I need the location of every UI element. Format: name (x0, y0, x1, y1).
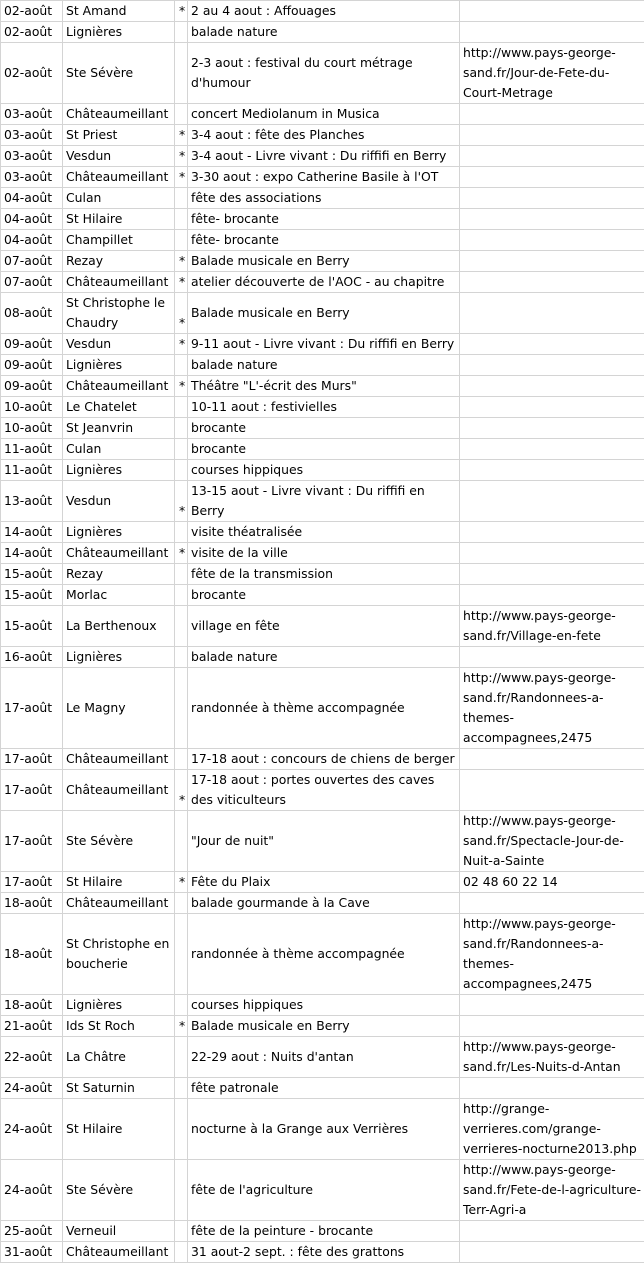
place-cell: St Jeanvrin (63, 418, 175, 439)
date-cell: 03-août (1, 146, 63, 167)
place-cell: St Hilaire (63, 872, 175, 893)
link-cell (460, 167, 644, 188)
place-cell: Châteaumeillant (63, 770, 175, 811)
date-cell: 04-août (1, 188, 63, 209)
event-cell: 17-18 aout : concours de chiens de berger (188, 749, 460, 770)
link-cell (460, 209, 644, 230)
star-cell (175, 995, 188, 1016)
table-row (1, 125, 644, 146)
star-cell (175, 1221, 188, 1242)
event-cell: 9-11 aout - Livre vivant : Du riffifi en Berry (188, 334, 460, 355)
table-row (1, 522, 644, 543)
link-cell (460, 893, 644, 914)
link-cell (460, 146, 644, 167)
place-cell: Châteaumeillant (63, 104, 175, 125)
place-cell: Châteaumeillant (63, 543, 175, 564)
link-cell (460, 251, 644, 272)
event-cell: Théâtre "L'-écrit des Murs" (188, 376, 460, 397)
place-cell: Le Magny (63, 668, 175, 749)
event-cell: nocturne à la Grange aux Verrières (188, 1099, 460, 1160)
place-cell: La Berthenoux (63, 606, 175, 647)
table-row (1, 1242, 644, 1263)
date-cell: 08-août (1, 293, 63, 334)
event-cell: brocante (188, 418, 460, 439)
table-row (1, 209, 644, 230)
date-cell: 07-août (1, 272, 63, 293)
place-cell: Vesdun (63, 146, 175, 167)
place-cell: Culan (63, 188, 175, 209)
table-row (1, 418, 644, 439)
date-cell: 15-août (1, 606, 63, 647)
star-cell: * (175, 125, 188, 146)
table-row (1, 606, 644, 647)
table-row (1, 188, 644, 209)
event-cell: fête- brocante (188, 209, 460, 230)
star-cell (175, 355, 188, 376)
place-cell: Châteaumeillant (63, 272, 175, 293)
events-table-body (1, 1, 644, 1263)
date-cell: 24-août (1, 1099, 63, 1160)
table-row (1, 376, 644, 397)
star-cell: * (175, 251, 188, 272)
event-cell: 2 au 4 aout : Affouages (188, 1, 460, 22)
star-cell (175, 668, 188, 749)
date-cell: 03-août (1, 104, 63, 125)
table-row (1, 893, 644, 914)
link-cell (460, 188, 644, 209)
date-cell: 03-août (1, 125, 63, 146)
date-cell: 02-août (1, 1, 63, 22)
link-cell (460, 22, 644, 43)
place-cell: Ste Sévère (63, 43, 175, 104)
place-cell: Verneuil (63, 1221, 175, 1242)
event-cell: randonnée à thème accompagnée (188, 668, 460, 749)
place-cell: Lignières (63, 460, 175, 481)
date-cell: 15-août (1, 585, 63, 606)
table-row (1, 293, 644, 334)
date-cell: 04-août (1, 209, 63, 230)
table-row (1, 1078, 644, 1099)
link-cell (460, 355, 644, 376)
table-row (1, 460, 644, 481)
date-cell: 22-août (1, 1037, 63, 1078)
link-cell (460, 1078, 644, 1099)
date-cell: 13-août (1, 481, 63, 522)
event-cell: balade nature (188, 355, 460, 376)
event-cell: 13-15 aout - Livre vivant : Du riffifi en Berry (188, 481, 460, 522)
link-cell (460, 293, 644, 334)
event-cell: atelier découverte de l'AOC - au chapitre (188, 272, 460, 293)
place-cell: Châteaumeillant (63, 376, 175, 397)
link-cell (460, 481, 644, 522)
table-row (1, 564, 644, 585)
place-cell: Culan (63, 439, 175, 460)
date-cell: 18-août (1, 914, 63, 995)
link-cell: http://grange-verrieres.com/grange-verrieres-nocturne2013.php (460, 1099, 644, 1160)
event-cell: concert Mediolanum in Musica (188, 104, 460, 125)
table-row (1, 811, 644, 872)
table-row (1, 914, 644, 995)
place-cell: Lignières (63, 522, 175, 543)
link-cell (460, 397, 644, 418)
date-cell: 24-août (1, 1160, 63, 1221)
star-cell: * (175, 167, 188, 188)
place-cell: Châteaumeillant (63, 167, 175, 188)
link-cell (460, 564, 644, 585)
link-cell: http://www.pays-george-sand.fr/Randonnees-a-themes-accompagnees,2475 (460, 668, 644, 749)
event-cell: fête de la transmission (188, 564, 460, 585)
link-cell (460, 376, 644, 397)
table-row (1, 995, 644, 1016)
place-cell: Lignières (63, 355, 175, 376)
date-cell: 17-août (1, 811, 63, 872)
table-row (1, 22, 644, 43)
link-cell (460, 1242, 644, 1263)
star-cell: * (175, 334, 188, 355)
date-cell: 10-août (1, 418, 63, 439)
date-cell: 17-août (1, 872, 63, 893)
date-cell: 16-août (1, 647, 63, 668)
place-cell: Châteaumeillant (63, 749, 175, 770)
star-cell: * (175, 1016, 188, 1037)
event-cell: brocante (188, 439, 460, 460)
place-cell: Champillet (63, 230, 175, 251)
place-cell: St Hilaire (63, 209, 175, 230)
date-cell: 25-août (1, 1221, 63, 1242)
event-cell: 3-4 aout - Livre vivant : Du riffifi en Berry (188, 146, 460, 167)
star-cell (175, 647, 188, 668)
star-cell: * (175, 293, 188, 334)
event-cell: randonnée à thème accompagnée (188, 914, 460, 995)
place-cell: St Christophe en boucherie (63, 914, 175, 995)
date-cell: 07-août (1, 251, 63, 272)
table-row (1, 1221, 644, 1242)
table-row (1, 1, 644, 22)
date-cell: 31-août (1, 1242, 63, 1263)
event-cell: 22-29 aout : Nuits d'antan (188, 1037, 460, 1078)
table-row (1, 585, 644, 606)
star-cell (175, 22, 188, 43)
link-cell: http://www.pays-george-sand.fr/Les-Nuits-d-Antan (460, 1037, 644, 1078)
event-cell: fête des associations (188, 188, 460, 209)
event-cell: visite théatralisée (188, 522, 460, 543)
table-row (1, 104, 644, 125)
event-cell: fête patronale (188, 1078, 460, 1099)
place-cell: St Priest (63, 125, 175, 146)
star-cell: * (175, 272, 188, 293)
date-cell: 15-août (1, 564, 63, 585)
link-cell (460, 460, 644, 481)
star-cell: * (175, 146, 188, 167)
table-row (1, 1099, 644, 1160)
event-cell: 2-3 aout : festival du court métrage d'humour (188, 43, 460, 104)
date-cell: 09-août (1, 334, 63, 355)
event-cell: 3-30 aout : expo Catherine Basile à l'OT (188, 167, 460, 188)
table-row (1, 272, 644, 293)
star-cell (175, 439, 188, 460)
date-cell: 02-août (1, 22, 63, 43)
place-cell: Le Chatelet (63, 397, 175, 418)
date-cell: 17-août (1, 749, 63, 770)
table-row (1, 167, 644, 188)
table-row (1, 146, 644, 167)
star-cell (175, 230, 188, 251)
date-cell: 11-août (1, 460, 63, 481)
star-cell (175, 418, 188, 439)
place-cell: Lignières (63, 22, 175, 43)
star-cell (175, 104, 188, 125)
place-cell: Rezay (63, 564, 175, 585)
event-cell: fête de la peinture - brocante (188, 1221, 460, 1242)
star-cell: * (175, 376, 188, 397)
place-cell: Châteaumeillant (63, 1242, 175, 1263)
link-cell (460, 104, 644, 125)
star-cell (175, 460, 188, 481)
event-cell: Fête du Plaix (188, 872, 460, 893)
link-cell (460, 418, 644, 439)
star-cell (175, 1099, 188, 1160)
place-cell: Ids St Roch (63, 1016, 175, 1037)
date-cell: 14-août (1, 543, 63, 564)
star-cell (175, 1160, 188, 1221)
place-cell: Ste Sévère (63, 811, 175, 872)
date-cell: 02-août (1, 43, 63, 104)
event-cell: Balade musicale en Berry (188, 1016, 460, 1037)
star-cell (175, 188, 188, 209)
star-cell (175, 893, 188, 914)
link-cell: http://www.pays-george-sand.fr/Jour-de-Fete-du-Court-Metrage (460, 43, 644, 104)
date-cell: 09-août (1, 355, 63, 376)
link-cell (460, 522, 644, 543)
star-cell (175, 209, 188, 230)
link-cell: http://www.pays-george-sand.fr/Fete-de-l-agriculture-Terr-Agri-a (460, 1160, 644, 1221)
link-cell: 02 48 60 22 14 (460, 872, 644, 893)
event-cell: 3-4 aout : fête des Planches (188, 125, 460, 146)
link-cell (460, 1221, 644, 1242)
event-cell: fête- brocante (188, 230, 460, 251)
place-cell: Lignières (63, 647, 175, 668)
table-row (1, 251, 644, 272)
date-cell: 11-août (1, 439, 63, 460)
link-cell (460, 647, 644, 668)
star-cell (175, 606, 188, 647)
event-cell: brocante (188, 585, 460, 606)
table-row (1, 1160, 644, 1221)
table-row (1, 439, 644, 460)
place-cell: St Saturnin (63, 1078, 175, 1099)
star-cell (175, 1037, 188, 1078)
link-cell: http://www.pays-george-sand.fr/Randonnees-a-themes-accompagnees,2475 (460, 914, 644, 995)
star-cell: * (175, 1, 188, 22)
date-cell: 03-août (1, 167, 63, 188)
table-row (1, 749, 644, 770)
date-cell: 17-août (1, 770, 63, 811)
event-cell: visite de la ville (188, 543, 460, 564)
place-cell: Vesdun (63, 481, 175, 522)
table-row (1, 230, 644, 251)
place-cell: Lignières (63, 995, 175, 1016)
event-cell: village en fête (188, 606, 460, 647)
event-cell: "Jour de nuit" (188, 811, 460, 872)
event-cell: 10-11 aout : festivielles (188, 397, 460, 418)
table-row (1, 355, 644, 376)
star-cell (175, 749, 188, 770)
star-cell (175, 522, 188, 543)
link-cell (460, 585, 644, 606)
star-cell: * (175, 543, 188, 564)
date-cell: 04-août (1, 230, 63, 251)
date-cell: 17-août (1, 668, 63, 749)
star-cell (175, 564, 188, 585)
link-cell (460, 125, 644, 146)
link-cell (460, 995, 644, 1016)
date-cell: 10-août (1, 397, 63, 418)
link-cell: http://www.pays-george-sand.fr/Spectacle-Jour-de-Nuit-a-Sainte (460, 811, 644, 872)
date-cell: 09-août (1, 376, 63, 397)
link-cell (460, 543, 644, 564)
place-cell: Châteaumeillant (63, 893, 175, 914)
link-cell: http://www.pays-george-sand.fr/Village-en-fete (460, 606, 644, 647)
event-cell: balade nature (188, 647, 460, 668)
table-row (1, 872, 644, 893)
star-cell (175, 1078, 188, 1099)
place-cell: Morlac (63, 585, 175, 606)
link-cell (460, 749, 644, 770)
star-cell (175, 585, 188, 606)
event-cell: 17-18 aout : portes ouvertes des caves des viticulteurs (188, 770, 460, 811)
link-cell (460, 770, 644, 811)
event-cell: courses hippiques (188, 460, 460, 481)
link-cell (460, 1016, 644, 1037)
star-cell: * (175, 770, 188, 811)
link-cell (460, 272, 644, 293)
table-row (1, 543, 644, 564)
table-row (1, 1016, 644, 1037)
table-row (1, 334, 644, 355)
table-row (1, 668, 644, 749)
event-cell: 31 aout-2 sept. : fête des grattons (188, 1242, 460, 1263)
link-cell (460, 334, 644, 355)
place-cell: St Hilaire (63, 1099, 175, 1160)
star-cell: * (175, 872, 188, 893)
star-cell (175, 1242, 188, 1263)
table-row (1, 770, 644, 811)
place-cell: Ste Sévère (63, 1160, 175, 1221)
table-row (1, 1037, 644, 1078)
event-cell: balade gourmande à la Cave (188, 893, 460, 914)
place-cell: St Amand (63, 1, 175, 22)
event-cell: Balade musicale en Berry (188, 251, 460, 272)
table-row (1, 647, 644, 668)
star-cell (175, 811, 188, 872)
date-cell: 14-août (1, 522, 63, 543)
event-cell: fête de l'agriculture (188, 1160, 460, 1221)
star-cell (175, 914, 188, 995)
link-cell (460, 230, 644, 251)
event-cell: balade nature (188, 22, 460, 43)
star-cell (175, 397, 188, 418)
event-cell: courses hippiques (188, 995, 460, 1016)
table-row (1, 43, 644, 104)
place-cell: Vesdun (63, 334, 175, 355)
place-cell: Rezay (63, 251, 175, 272)
place-cell: St Christophe le Chaudry (63, 293, 175, 334)
link-cell (460, 439, 644, 460)
date-cell: 18-août (1, 893, 63, 914)
star-cell (175, 43, 188, 104)
event-cell: Balade musicale en Berry (188, 293, 460, 334)
star-cell: * (175, 481, 188, 522)
table-row (1, 397, 644, 418)
link-cell (460, 1, 644, 22)
table-row (1, 481, 644, 522)
date-cell: 24-août (1, 1078, 63, 1099)
date-cell: 18-août (1, 995, 63, 1016)
place-cell: La Châtre (63, 1037, 175, 1078)
date-cell: 21-août (1, 1016, 63, 1037)
